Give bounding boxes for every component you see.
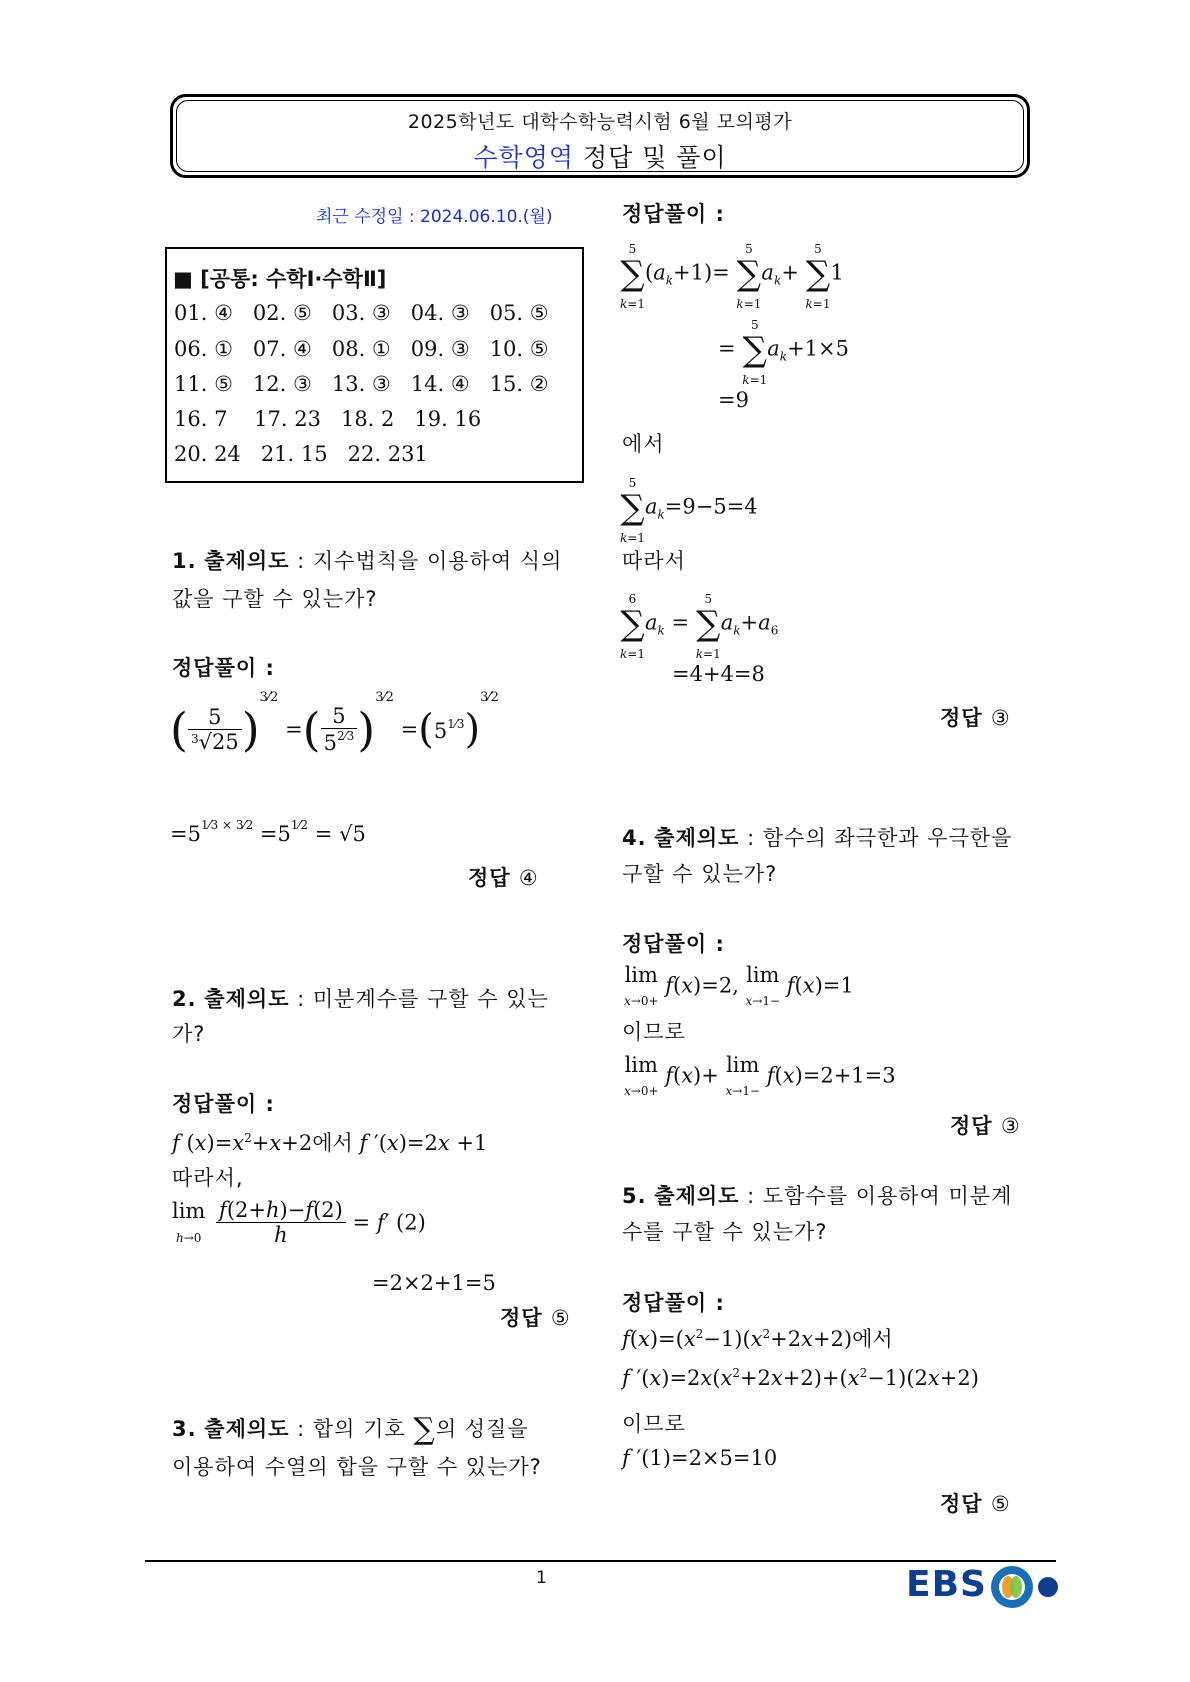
answer-row: 20. 24 21. 15 22. 231	[174, 442, 428, 466]
q5-answer: 정답 ⑤	[940, 1492, 1011, 1516]
answer-key-box	[165, 247, 584, 483]
q3-answer: 정답 ③	[940, 706, 1011, 730]
q3-solution-label: 정답풀이 :	[622, 202, 725, 226]
q1-equation-2: $=5^{1⁄3 \times 3⁄2} =5^{1⁄2} = √5$	[170, 818, 366, 846]
ebs-logo	[906, 1556, 1066, 1616]
q3-ttaraseo: 따라서	[622, 549, 686, 573]
q2-ttaraseo: 따라서,	[172, 1166, 244, 1190]
q4-solution-label: 정답풀이 :	[622, 932, 725, 956]
q3-equation-3: =9	[718, 388, 749, 412]
q1-intent-line2: 값을 구할 수 있는가?	[172, 587, 378, 611]
ebs-logo-mark-icon	[990, 1562, 1066, 1612]
page-number: 1	[536, 1568, 547, 1588]
q2-answer: 정답 ⑤	[500, 1306, 571, 1330]
q4-equation-2: lim x→0+ f(x)+ lim x→1− f(x)=2+1=3	[624, 1053, 896, 1099]
q3-intent-line1: 3. 출제의도 : 합의 기호 ∑의 성질을	[172, 1412, 529, 1447]
q3-eseo: 에서	[622, 432, 665, 456]
q4-equation-1: lim x→0+ f(x)=2, lim x→1− f(x)=1	[624, 963, 854, 1009]
q5-solution-label: 정답풀이 :	[622, 1291, 725, 1315]
q4-answer: 정답 ③	[950, 1114, 1021, 1138]
q4-intent-line2: 구할 수 있는가?	[622, 862, 778, 886]
q3-equation-1: 5 ∑ $k=1(a_k+1)= 5$ ∑ $k=1a_k+ 5$ ∑ k=11	[620, 242, 844, 311]
q5-intent-line1: 5. 출제의도 : 도함수를 이용하여 미분계	[622, 1184, 1013, 1208]
q5-equation-1: $f(x)=(x^2-1)(x^2+2x+2)$에서	[622, 1327, 893, 1351]
ebs-logo-text: EBS	[906, 1564, 987, 1605]
q3-equation-6: =4+4=8	[672, 662, 765, 686]
q5-equation-3: f ′(1)=2×5=10	[622, 1446, 778, 1470]
q5-equation-2: f $'(x)=2x(x^2+2x+2)+(x^2-1)(2x+2)$	[622, 1366, 979, 1390]
q1-solution-label: 정답풀이 :	[172, 656, 275, 680]
q4-intent-line1: 4. 출제의도 : 함수의 좌극한과 우극한을	[622, 826, 1013, 850]
q2-intent-line2: 가?	[172, 1022, 206, 1046]
title-subject: 수학영역	[473, 143, 574, 172]
title-box	[170, 94, 1030, 178]
q3-equation-2: = 5 ∑ $k=1a_k+1\times 5$	[718, 318, 849, 387]
q2-solution-label: 정답풀이 :	[172, 1092, 275, 1116]
revision-date: 최근 수정일 : 2024.06.10.(월)	[316, 207, 553, 227]
q2-equation-1: f $(x)=x^2+x+2$에서 f ′(x)=2x +1	[172, 1131, 488, 1155]
q2-equation-2: lim h→0 $\frac{f(2+h)-f(2)}{h}$ = f′ (2)	[172, 1198, 426, 1247]
answer-row: 11. ⑤ 12. ③ 13. ③ 14. ④ 15. ②	[174, 372, 549, 396]
q4-imeuro: 이므로	[622, 1020, 686, 1044]
answer-key-heading: ■ [공통: 수학Ⅰ·수학Ⅱ]	[173, 267, 387, 291]
q5-imeuro: 이므로	[622, 1412, 686, 1436]
title-rest: 정답 및 풀이	[582, 143, 727, 172]
q1-answer: 정답 ④	[468, 866, 539, 890]
q3-equation-5: 6 ∑ $k=1a_k = 5$ ∑ $k=1a_k+a_6$	[620, 592, 779, 661]
q1-equation-1: ( $\frac{5}{^3√25}$ )$^{3⁄2}$ =( $\frac{5}{5^{2⁄3}}$ )$^{3⁄2} =(5^{1⁄3})^{3⁄2}$	[170, 690, 499, 757]
answer-row: 01. ④ 02. ⑤ 03. ③ 04. ③ 05. ⑤	[174, 301, 549, 325]
q3-equation-4: 5 ∑ $k=1a_k=9-5=4$	[620, 476, 758, 545]
answer-row: 06. ① 07. ④ 08. ① 09. ③ 10. ⑤	[174, 337, 549, 361]
q1-intent-line1: 1. 출제의도 : 지수법칙을 이용하여 식의	[172, 549, 563, 573]
exam-title	[173, 138, 1027, 174]
answer-row: 16. 7 17. 23 18. 2 19. 16	[174, 407, 482, 431]
q2-equation-3: =2×2+1=5	[372, 1271, 496, 1295]
q5-intent-line2: 수를 구할 수 있는가?	[622, 1220, 828, 1244]
q3-intent-line2: 이용하여 수열의 합을 구할 수 있는가?	[172, 1455, 542, 1479]
q2-intent-line1: 2. 출제의도 : 미분계수를 구할 수 있는	[172, 987, 549, 1011]
exam-subtitle: 2025학년도 대학수학능력시험 6월 모의평가	[407, 111, 793, 133]
